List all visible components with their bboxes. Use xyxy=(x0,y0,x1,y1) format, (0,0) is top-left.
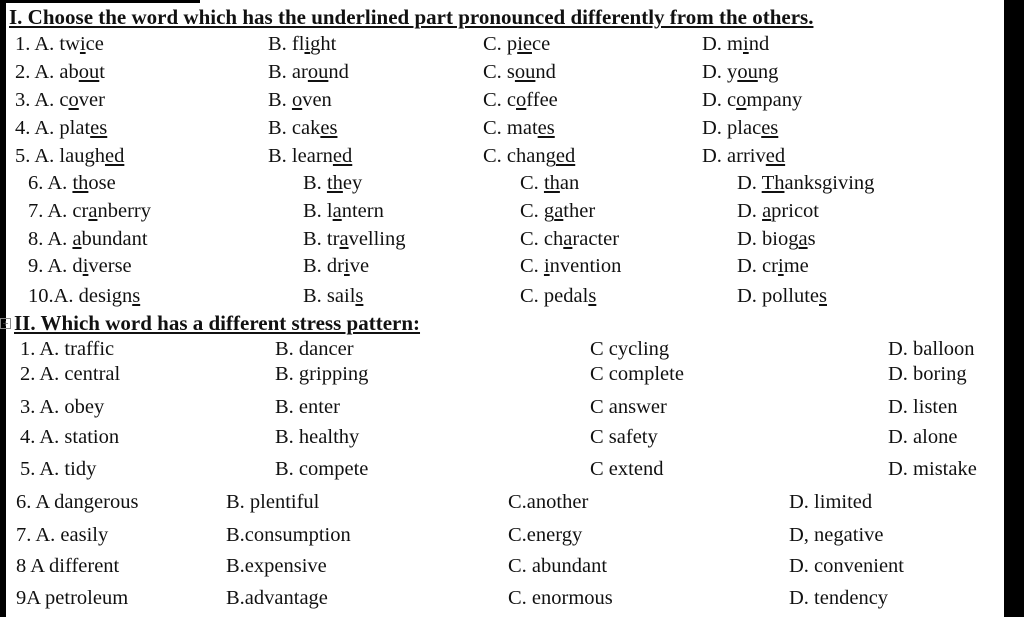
option-c: C. piece xyxy=(483,33,551,55)
option-b: B. learned xyxy=(268,145,353,167)
question-row xyxy=(0,423,1004,451)
option-a: 7. A. easily xyxy=(16,524,109,546)
question-row xyxy=(0,488,1004,516)
option-b: B. dancer xyxy=(275,338,354,360)
option-c: C safety xyxy=(590,426,658,448)
option-b: B. lantern xyxy=(303,200,384,222)
option-c: C. gather xyxy=(520,200,596,222)
option-d: D. listen xyxy=(888,396,958,418)
option-b: B. plentiful xyxy=(226,491,320,513)
option-a: 9A petroleum xyxy=(16,587,129,609)
option-b: B. enter xyxy=(275,396,340,418)
question-row xyxy=(0,584,1004,612)
option-a: 3. A. obey xyxy=(20,396,105,418)
option-c: C. than xyxy=(520,172,580,194)
option-d: D. apricot xyxy=(737,200,819,222)
option-a: 4. A. station xyxy=(20,426,120,448)
option-c: C. enormous xyxy=(508,587,613,609)
option-a: 1. A. traffic xyxy=(20,338,115,360)
right-frame-bar xyxy=(1004,0,1024,617)
option-b: B. gripping xyxy=(275,363,369,385)
option-d: D. arrived xyxy=(702,145,786,167)
table-move-handle-icon[interactable]: + xyxy=(0,318,11,329)
option-b: B. oven xyxy=(268,89,332,111)
top-frame-bar xyxy=(0,0,200,3)
option-d: D. mind xyxy=(702,33,770,55)
question-row xyxy=(0,521,1004,549)
option-d: D. convenient xyxy=(789,555,904,577)
option-d: D. tendency xyxy=(789,587,889,609)
option-c: C. mates xyxy=(483,117,555,139)
question-row xyxy=(0,282,1004,310)
option-d: D, negative xyxy=(789,524,884,546)
option-c: C cycling xyxy=(590,338,670,360)
option-a: 9. A. diverse xyxy=(28,255,132,277)
option-b: B. flight xyxy=(268,33,337,55)
option-d: D. alone xyxy=(888,426,958,448)
question-row xyxy=(0,197,1004,225)
section-1-title: I. Choose the word which has the underlined part pronounced differently from the others. xyxy=(9,5,814,29)
option-d: D. mistake xyxy=(888,458,977,480)
option-a: 7. A. cranberry xyxy=(28,200,151,222)
option-a: 8. A. abundant xyxy=(28,228,148,250)
option-d: D. biogas xyxy=(737,228,816,250)
option-c: C. character xyxy=(520,228,620,250)
option-a: 4. A. plates xyxy=(15,117,108,139)
question-row xyxy=(0,552,1004,580)
option-d: D. Thanksgiving xyxy=(737,172,875,194)
question-row xyxy=(0,455,1004,483)
option-c: C. pedals xyxy=(520,285,597,307)
option-d: D. limited xyxy=(789,491,873,513)
option-b: B. sails xyxy=(303,285,364,307)
option-c: C. abundant xyxy=(508,555,608,577)
option-a: 10.A. designs xyxy=(28,285,141,307)
option-c: C complete xyxy=(590,363,684,385)
question-row xyxy=(0,225,1004,253)
question-row xyxy=(0,142,1004,170)
option-b: B. healthy xyxy=(275,426,360,448)
option-b: B. around xyxy=(268,61,349,83)
option-d: D. pollutes xyxy=(737,285,827,307)
option-b: B. cakes xyxy=(268,117,338,139)
option-c: C. invention xyxy=(520,255,622,277)
option-c: C.energy xyxy=(508,524,583,546)
option-d: D. boring xyxy=(888,363,967,385)
option-d: D. young xyxy=(702,61,779,83)
question-row xyxy=(0,58,1004,86)
option-b: B.consumption xyxy=(226,524,351,546)
option-b: B. drive xyxy=(303,255,370,277)
question-row xyxy=(0,114,1004,142)
option-a: 6. A dangerous xyxy=(16,491,139,513)
option-b: B.advantage xyxy=(226,587,328,609)
option-a: 2. A. central xyxy=(20,363,121,385)
option-d: D. balloon xyxy=(888,338,975,360)
question-row xyxy=(0,252,1004,280)
question-row xyxy=(0,30,1004,58)
option-a: 8 A different xyxy=(16,555,120,577)
option-a: 6. A. those xyxy=(28,172,116,194)
option-c: C. changed xyxy=(483,145,576,167)
option-c: C.another xyxy=(508,491,589,513)
section-2-title: II. Which word has a different stress pattern: xyxy=(14,311,421,335)
question-row xyxy=(0,393,1004,421)
option-c: C. sound xyxy=(483,61,556,83)
option-c: C extend xyxy=(590,458,664,480)
option-a: 3. A. cover xyxy=(15,89,105,111)
option-c: C. coffee xyxy=(483,89,558,111)
option-a: 5. A. laughed xyxy=(15,145,125,167)
option-b: B.expensive xyxy=(226,555,327,577)
option-a: 1. A. twice xyxy=(15,33,104,55)
question-row xyxy=(0,360,1004,388)
option-d: D. places xyxy=(702,117,779,139)
option-a: 2. A. about xyxy=(15,61,105,83)
option-b: B. compete xyxy=(275,458,369,480)
option-d: D. company xyxy=(702,89,803,111)
question-row xyxy=(0,169,1004,197)
option-b: B. they xyxy=(303,172,363,194)
question-row xyxy=(0,86,1004,114)
question-row xyxy=(0,335,1004,363)
option-d: D. crime xyxy=(737,255,809,277)
option-c: C answer xyxy=(590,396,667,418)
option-a: 5. A. tidy xyxy=(20,458,97,480)
option-b: B. travelling xyxy=(303,228,406,250)
